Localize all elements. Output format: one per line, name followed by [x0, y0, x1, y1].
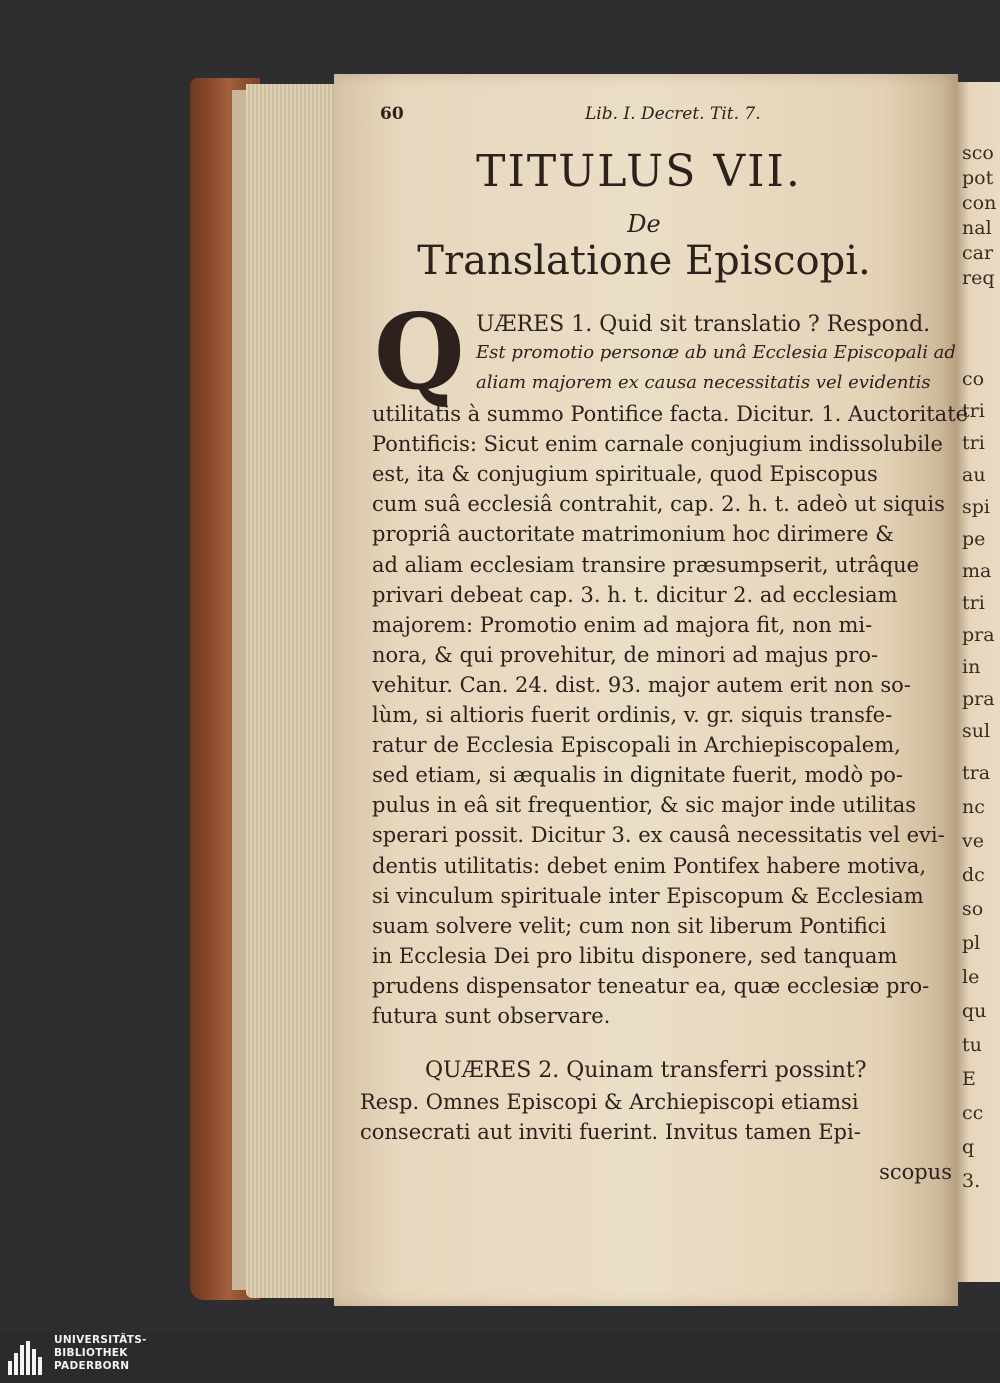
facing-page-fragment: sul: [962, 720, 991, 742]
facing-page-fragment: tri: [962, 400, 985, 422]
body-line: privari debeat cap. 3. h. t. dicitur 2. ad ecclesiam: [372, 582, 898, 607]
body-line: est, ita & conjugium spirituale, quod Episcopus: [372, 462, 878, 487]
facing-page-fragment: tri: [962, 592, 985, 614]
facing-page-fragment: dc: [962, 864, 985, 886]
facing-page-fragment: pl: [962, 932, 981, 954]
facing-page-fragment: pra: [962, 688, 995, 710]
facing-page-fragment: in: [962, 656, 981, 678]
body-line: Est promotio personæ ab unâ Ecclesia Episcopali ad: [476, 342, 956, 363]
library-name: [54, 1334, 147, 1373]
facing-page-fragment: pra: [962, 624, 995, 646]
library-line-3: PADERBORN: [54, 1360, 130, 1372]
facing-page-fragment: ma: [962, 560, 992, 582]
body-line: ratur de Ecclesia Episcopali in Archiepiscopalem,: [372, 733, 901, 758]
body-line: si vinculum spirituale inter Episcopum & Ecclesiam: [372, 883, 924, 908]
body-line: sed etiam, si æqualis in dignitate fuerit, modò po-: [372, 763, 903, 788]
body-line: Pontificis: Sicut enim carnale conjugium indissolubile: [372, 432, 943, 457]
facing-page-fragment: qu: [962, 1000, 987, 1022]
body-line: ad aliam ecclesiam transire præsumpserit, utrâque: [372, 552, 920, 577]
page-number: 60: [380, 104, 404, 124]
facing-page-fragment: q: [962, 1136, 975, 1158]
facing-page-fragment: co: [962, 368, 985, 390]
facing-page-fragment: req: [962, 267, 995, 289]
body-line: dentis utilitatis: debet enim Pontifex habere motiva,: [372, 853, 927, 878]
body-line: prudens dispensator teneatur ea, quæ ecclesiæ pro-: [372, 973, 930, 998]
facing-page-fragment: cc: [962, 1102, 984, 1124]
body-line: futura sunt observare.: [372, 1004, 611, 1028]
catchword: scopus: [879, 1160, 952, 1184]
body-line: sperari possit. Dicitur 3. ex causâ necessitatis vel evi-: [372, 823, 945, 848]
body-line: utilitatis à summo Pontifice facta. Dicitur. 1. Auctoritate: [372, 402, 969, 426]
running-head: Lib. I. Decret. Tit. 7.: [585, 104, 761, 124]
facing-page-fragment: tu: [962, 1034, 982, 1056]
facing-page-fragment: au: [962, 464, 986, 486]
facing-page-fragment: so: [962, 898, 984, 920]
facing-page-fragment: tra: [962, 762, 991, 784]
body-line: propriâ auctoritate matrimonium hoc dirimere &: [372, 522, 894, 547]
body-line: in Ecclesia Dei pro libitu disponere, sed tanquam: [372, 943, 898, 968]
body-line: consecrati aut inviti fuerint. Invitus tamen Epi-: [360, 1120, 861, 1144]
library-logo-icon: [8, 1341, 46, 1375]
drop-cap: Q: [374, 290, 465, 413]
facing-page-fragment: car: [962, 242, 994, 264]
facing-page-fragment: con: [962, 192, 997, 214]
body-line: vehitur. Can. 24. dist. 93. major autem erit non so-: [372, 672, 911, 697]
facing-page-fragment: 3.: [962, 1170, 981, 1192]
body-line: QUÆRES 2. Quinam transferri possint?: [425, 1058, 867, 1083]
body-line: pulus in eâ sit frequentior, & sic major inde utilitas: [372, 793, 917, 818]
body-line: Resp. Omnes Episcopi & Archiepiscopi etiamsi: [360, 1090, 859, 1114]
facing-page-fragment: spi: [962, 496, 990, 518]
facing-page-fragment: sco: [962, 142, 994, 164]
library-footer: [0, 1333, 1000, 1383]
chapter-title-de: De: [627, 210, 661, 238]
body-line: suam solvere velit; cum non sit liberum Pontifici: [372, 913, 887, 938]
facing-page-fragment: pot: [962, 167, 994, 189]
facing-page-fragment: nc: [962, 796, 985, 818]
chapter-title: TITULUS VII.: [476, 146, 802, 197]
facing-page-fragment: nal: [962, 217, 992, 239]
body-line: aliam majorem ex causa necessitatis vel evidentis: [476, 372, 931, 393]
facing-page-fragment: le: [962, 966, 980, 988]
facing-page-fragment: pe: [962, 528, 986, 550]
chapter-subtitle: Translatione Episcopi.: [417, 238, 871, 284]
body-line: nora, & qui provehitur, de minori ad majus pro-: [372, 642, 879, 667]
body-line: cum suâ ecclesiâ contrahit, cap. 2. h. t. adeò ut siquis: [372, 492, 945, 517]
facing-page-fragment: E: [962, 1068, 976, 1090]
body-line: majorem: Promotio enim ad majora fit, non mi-: [372, 612, 873, 637]
body-line: lùm, si altioris fuerit ordinis, v. gr. siquis transfe-: [372, 703, 893, 727]
facing-page-fragment: tri: [962, 432, 985, 454]
body-line: UÆRES 1. Quid sit translatio ? Respond.: [476, 312, 931, 337]
facing-page-fragment: ve: [962, 830, 984, 852]
library-line-2: BIBLIOTHEK: [54, 1347, 128, 1359]
library-line-1: UNIVERSITÄTS-: [54, 1334, 147, 1346]
